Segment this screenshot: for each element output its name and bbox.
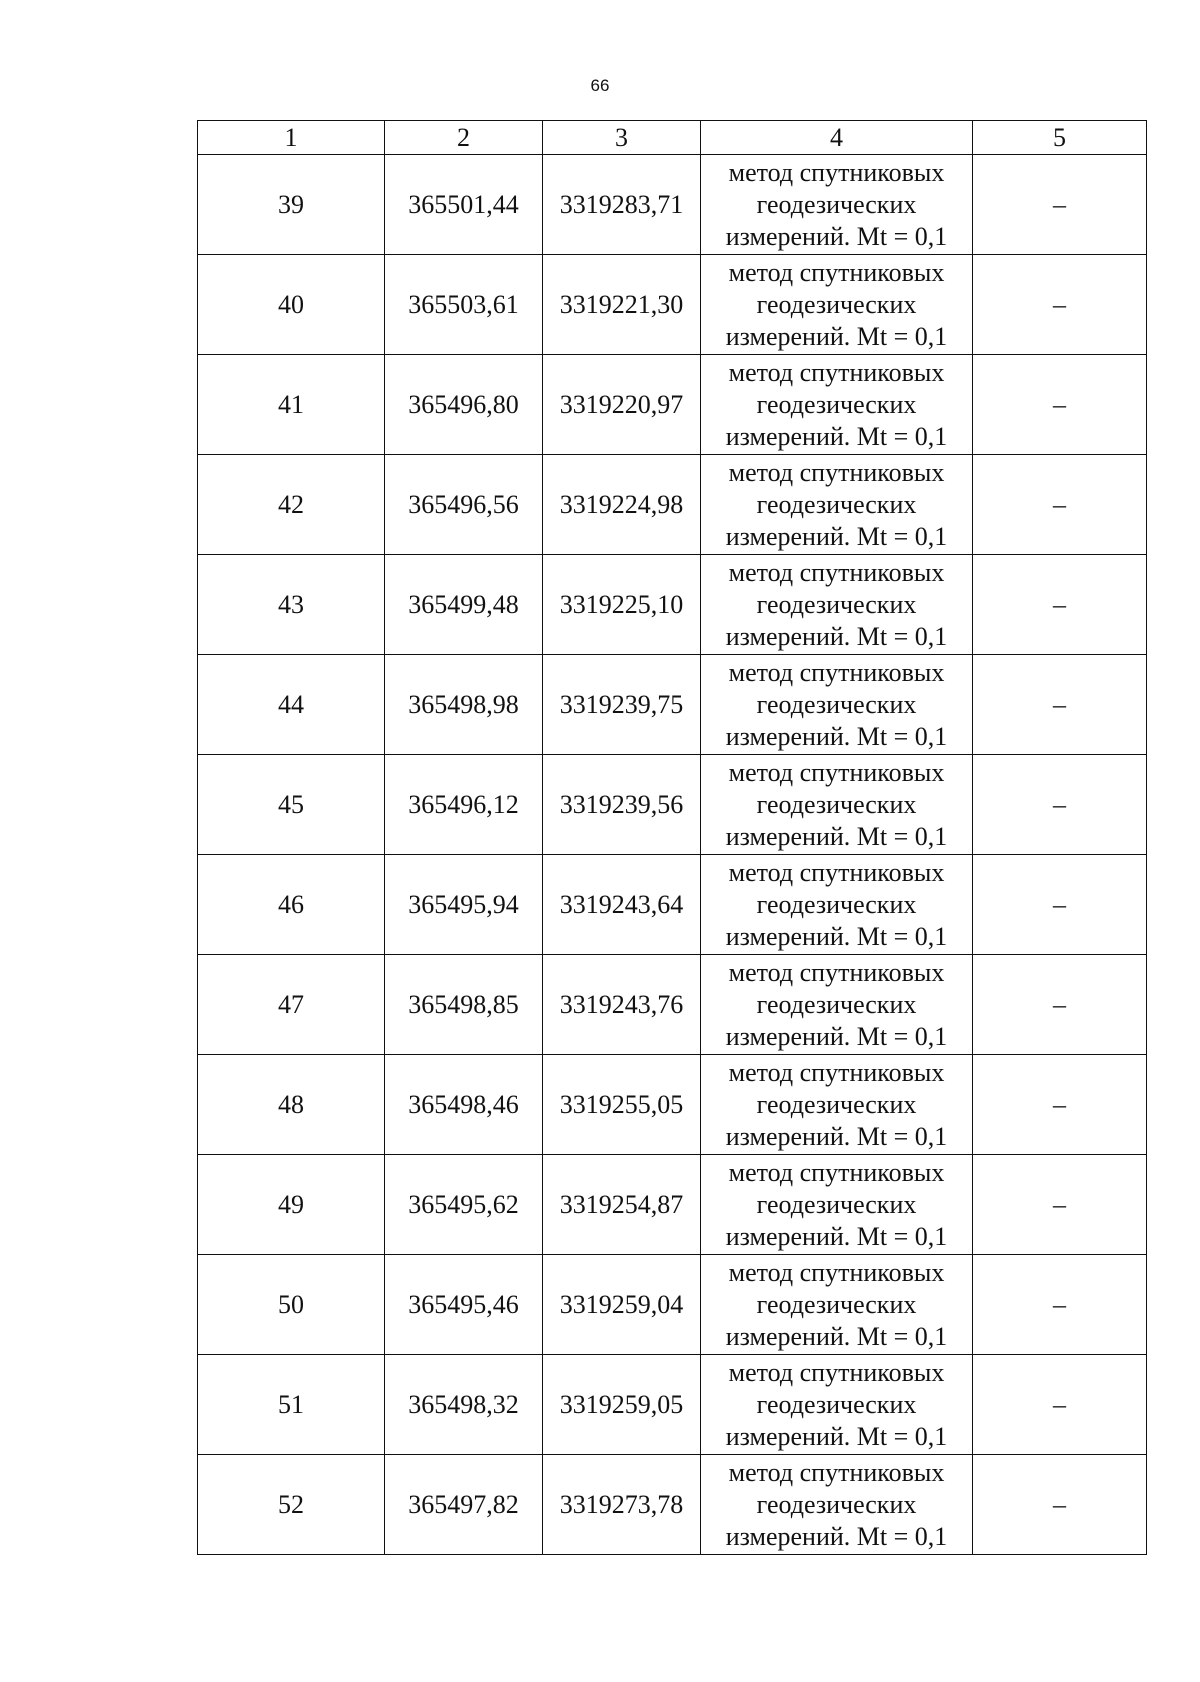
method-line: измерений. Mt = 0,1 bbox=[725, 421, 948, 451]
method-line: геодезических bbox=[756, 489, 917, 519]
table-row bbox=[198, 255, 1147, 355]
point-number-cell: 43 bbox=[198, 555, 385, 655]
method-line: метод спутниковых bbox=[728, 1057, 945, 1087]
x-coordinate-cell: 365501,44 bbox=[385, 155, 543, 255]
method-cell bbox=[701, 1455, 973, 1555]
y-coordinate-cell: 3319243,64 bbox=[543, 855, 701, 955]
method-line: геодезических bbox=[756, 889, 917, 919]
x-coordinate-cell: 365498,85 bbox=[385, 955, 543, 1055]
method-line: метод спутниковых bbox=[728, 657, 945, 687]
method-line: метод спутниковых bbox=[728, 1357, 945, 1387]
description-cell: – bbox=[973, 1055, 1147, 1155]
table-row bbox=[198, 855, 1147, 955]
method-line: измерений. Mt = 0,1 bbox=[725, 321, 948, 351]
column-header-1: 1 bbox=[198, 121, 385, 155]
y-coordinate-cell: 3319239,56 bbox=[543, 755, 701, 855]
method-line: геодезических bbox=[756, 289, 917, 319]
method-line: метод спутниковых bbox=[728, 457, 945, 487]
method-line: геодезических bbox=[756, 1089, 917, 1119]
method-cell bbox=[701, 355, 973, 455]
description-cell: – bbox=[973, 855, 1147, 955]
point-number-cell: 48 bbox=[198, 1055, 385, 1155]
x-coordinate-cell: 365495,94 bbox=[385, 855, 543, 955]
y-coordinate-cell: 3319220,97 bbox=[543, 355, 701, 455]
method-cell bbox=[701, 1255, 973, 1355]
point-number-cell: 40 bbox=[198, 255, 385, 355]
method-line: метод спутниковых bbox=[728, 1157, 945, 1187]
y-coordinate-cell: 3319239,75 bbox=[543, 655, 701, 755]
method-cell bbox=[701, 1155, 973, 1255]
method-cell bbox=[701, 455, 973, 555]
x-coordinate-cell: 365498,98 bbox=[385, 655, 543, 755]
point-number-cell: 44 bbox=[198, 655, 385, 755]
method-line: геодезических bbox=[756, 689, 917, 719]
x-coordinate-cell: 365496,80 bbox=[385, 355, 543, 455]
method-line: измерений. Mt = 0,1 bbox=[725, 1521, 948, 1551]
description-cell: – bbox=[973, 1155, 1147, 1255]
page-number: 66 bbox=[590, 76, 610, 95]
method-line: измерений. Mt = 0,1 bbox=[725, 521, 948, 551]
description-cell: – bbox=[973, 355, 1147, 455]
description-cell: – bbox=[973, 1355, 1147, 1455]
point-number-cell: 47 bbox=[198, 955, 385, 1055]
method-cell bbox=[701, 955, 973, 1055]
method-cell bbox=[701, 255, 973, 355]
point-number-cell: 45 bbox=[198, 755, 385, 855]
y-coordinate-cell: 3319259,04 bbox=[543, 1255, 701, 1355]
method-cell bbox=[701, 1055, 973, 1155]
x-coordinate-cell: 365495,46 bbox=[385, 1255, 543, 1355]
method-line: геодезических bbox=[756, 389, 917, 419]
table-row bbox=[198, 955, 1147, 1055]
y-coordinate-cell: 3319224,98 bbox=[543, 455, 701, 555]
point-number-cell: 50 bbox=[198, 1255, 385, 1355]
table-row bbox=[198, 1355, 1147, 1455]
x-coordinate-cell: 365498,32 bbox=[385, 1355, 543, 1455]
x-coordinate-cell: 365496,12 bbox=[385, 755, 543, 855]
table-row bbox=[198, 1455, 1147, 1555]
y-coordinate-cell: 3319255,05 bbox=[543, 1055, 701, 1155]
point-number-cell: 46 bbox=[198, 855, 385, 955]
description-cell: – bbox=[973, 255, 1147, 355]
method-line: метод спутниковых bbox=[728, 857, 945, 887]
method-line: геодезических bbox=[756, 589, 917, 619]
coordinates-table bbox=[197, 120, 1147, 1555]
x-coordinate-cell: 365498,46 bbox=[385, 1055, 543, 1155]
column-header-5: 5 bbox=[973, 121, 1147, 155]
method-line: геодезических bbox=[756, 1289, 917, 1319]
method-line: измерений. Mt = 0,1 bbox=[725, 1321, 948, 1351]
y-coordinate-cell: 3319259,05 bbox=[543, 1355, 701, 1455]
table-row bbox=[198, 455, 1147, 555]
y-coordinate-cell: 3319254,87 bbox=[543, 1155, 701, 1255]
table-row bbox=[198, 1155, 1147, 1255]
point-number-cell: 41 bbox=[198, 355, 385, 455]
method-line: геодезических bbox=[756, 1389, 917, 1419]
table-row bbox=[198, 655, 1147, 755]
table-row bbox=[198, 1255, 1147, 1355]
method-line: измерений. Mt = 0,1 bbox=[725, 1221, 948, 1251]
method-line: метод спутниковых bbox=[728, 1257, 945, 1287]
method-line: метод спутниковых bbox=[728, 1457, 945, 1487]
method-cell bbox=[701, 855, 973, 955]
table-body bbox=[198, 155, 1147, 1555]
table-row bbox=[198, 755, 1147, 855]
x-coordinate-cell: 365496,56 bbox=[385, 455, 543, 555]
method-line: геодезических bbox=[756, 1489, 917, 1519]
description-cell: – bbox=[973, 655, 1147, 755]
header-row bbox=[198, 121, 1147, 155]
method-line: метод спутниковых bbox=[728, 157, 945, 187]
description-cell: – bbox=[973, 155, 1147, 255]
method-line: метод спутниковых bbox=[728, 557, 945, 587]
y-coordinate-cell: 3319225,10 bbox=[543, 555, 701, 655]
method-line: измерений. Mt = 0,1 bbox=[725, 1021, 948, 1051]
method-cell bbox=[701, 755, 973, 855]
table-header bbox=[198, 121, 1147, 155]
x-coordinate-cell: 365499,48 bbox=[385, 555, 543, 655]
column-header-3: 3 bbox=[543, 121, 701, 155]
method-line: измерений. Mt = 0,1 bbox=[725, 921, 948, 951]
point-number-cell: 49 bbox=[198, 1155, 385, 1255]
description-cell: – bbox=[973, 1455, 1147, 1555]
x-coordinate-cell: 365495,62 bbox=[385, 1155, 543, 1255]
method-line: измерений. Mt = 0,1 bbox=[725, 1421, 948, 1451]
y-coordinate-cell: 3319221,30 bbox=[543, 255, 701, 355]
method-cell bbox=[701, 555, 973, 655]
table-row bbox=[198, 1055, 1147, 1155]
y-coordinate-cell: 3319273,78 bbox=[543, 1455, 701, 1555]
method-cell bbox=[701, 155, 973, 255]
description-cell: – bbox=[973, 555, 1147, 655]
method-line: геодезических bbox=[756, 189, 917, 219]
description-cell: – bbox=[973, 955, 1147, 1055]
method-line: геодезических bbox=[756, 989, 917, 1019]
method-line: геодезических bbox=[756, 1189, 917, 1219]
x-coordinate-cell: 365503,61 bbox=[385, 255, 543, 355]
method-line: метод спутниковых bbox=[728, 357, 945, 387]
column-header-2: 2 bbox=[385, 121, 543, 155]
method-line: измерений. Mt = 0,1 bbox=[725, 821, 948, 851]
method-line: измерений. Mt = 0,1 bbox=[725, 621, 948, 651]
point-number-cell: 51 bbox=[198, 1355, 385, 1455]
description-cell: – bbox=[973, 755, 1147, 855]
method-line: метод спутниковых bbox=[728, 957, 945, 987]
description-cell: – bbox=[973, 455, 1147, 555]
x-coordinate-cell: 365497,82 bbox=[385, 1455, 543, 1555]
table-row bbox=[198, 155, 1147, 255]
method-cell bbox=[701, 1355, 973, 1455]
point-number-cell: 39 bbox=[198, 155, 385, 255]
method-line: геодезических bbox=[756, 789, 917, 819]
method-cell bbox=[701, 655, 973, 755]
table-row bbox=[198, 355, 1147, 455]
point-number-cell: 42 bbox=[198, 455, 385, 555]
table-row bbox=[198, 555, 1147, 655]
column-header-4: 4 bbox=[701, 121, 973, 155]
method-line: измерений. Mt = 0,1 bbox=[725, 1121, 948, 1151]
description-cell: – bbox=[973, 1255, 1147, 1355]
point-number-cell: 52 bbox=[198, 1455, 385, 1555]
method-line: метод спутниковых bbox=[728, 257, 945, 287]
y-coordinate-cell: 3319243,76 bbox=[543, 955, 701, 1055]
method-line: измерений. Mt = 0,1 bbox=[725, 221, 948, 251]
method-line: метод спутниковых bbox=[728, 757, 945, 787]
y-coordinate-cell: 3319283,71 bbox=[543, 155, 701, 255]
method-line: измерений. Mt = 0,1 bbox=[725, 721, 948, 751]
